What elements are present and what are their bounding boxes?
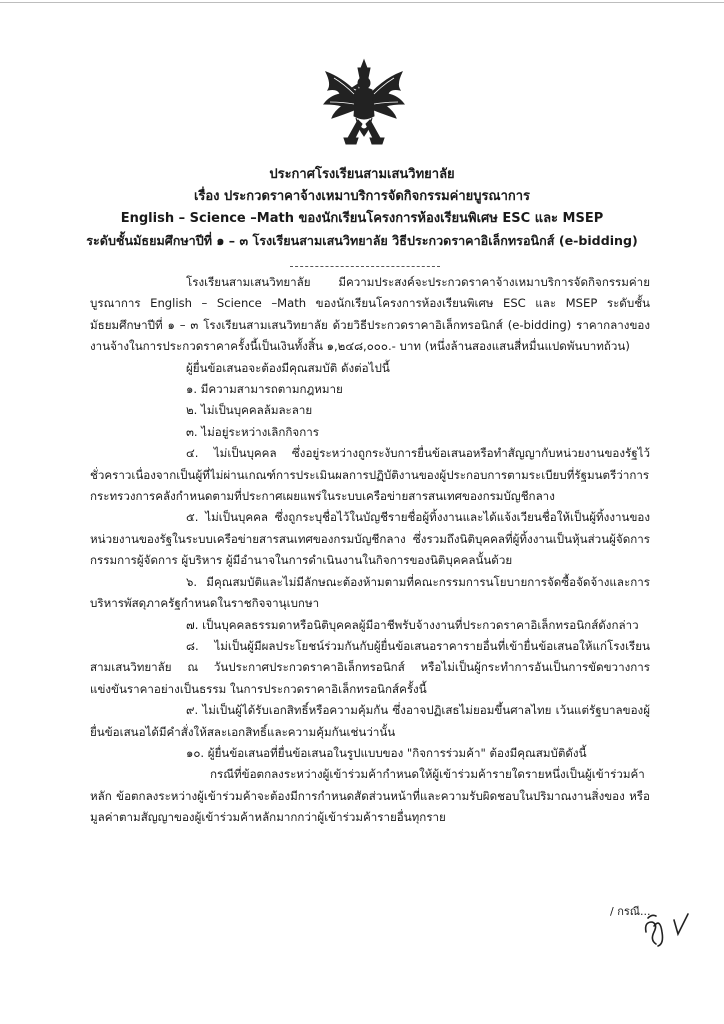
announcement-level: ระดับชั้นมัธยมศึกษาปีที่ ๑ – ๓ โรงเรียนสามเสนวิทยาลัย วิธีประกวดราคาอิเล็กทรอนิกส์ (e-bidding) [86,233,638,248]
qualification-heading: ผู้ยื่นข้อเสนอจะต้องมีคุณสมบัติ ดังต่อไปนี้ [186,360,390,375]
intro-paragraph: โรงเรียนสามเสนวิทยาลัย มีความประสงค์จะประกวดราคาจ้างเหมาบริการจัดกิจกรรมค่ายบูรณาการ English – Science –Math ของนักเรียนโครงการห้องเรียนพิเศษ ESC และ MSEP ระดับชั้นมัธยมศึกษาปีที่ ๑ – ๓ โรงเรียนสามเสนวิทยาลัย ด้วยวิธีประกวดราคาอิเล็กทรอนิกส์ (e-bidding) ราคากลางของงานจ้างในการประกวดราคาครั้งนี้เป็นเงินทั้งสิ้น ๑,๒๔๘,๐๐๐.- บาท (หนึ่งล้านสองแสนสี่หมื่นแปดพันบาทถ้วน) [90,275,650,354]
announcement-body [90,272,650,829]
header-divider [290,266,440,267]
continued-marker: / กรณี... [610,905,651,918]
qualification-item-6: ๖. มีคุณสมบัติและไม่มีลักษณะต้องห้ามตามที่คณะกรรมการนโยบายการจัดซื้อจัดจ้างและการบริหารพัสดุภาครัฐกำหนดในราชกิจจานุเบกษา [90,574,650,611]
qualification-item-4: ๔. ไม่เป็นบุคคล ซึ่งอยู่ระหว่างถูกระงับการยื่นข้อเสนอหรือทำสัญญากับหน่วยงานของรัฐไว้ชั่วคราวเนื่องจากเป็นผู้ที่ไม่ผ่านเกณฑ์การประเมินผลการปฏิบัติงานของผู้ประกอบการตามระเบียบที่รัฐมนตรีว่าการกระทรวงการคลังกำหนดตามที่ประกาศเผยแพร่ในระบบเครือข่ายสารสนเทศของกรมบัญชีกลาง [90,446,650,504]
qualification-item-3: ๓. ไม่อยู่ระหว่างเลิกกิจการ [186,424,319,439]
qualification-item-8: ๘. ไม่เป็นผู้มีผลประโยชน์ร่วมกันกับผู้ยื่นข้อเสนอราคารายอื่นที่เข้ายื่นข้อเสนอให้แก่โรงเรียนสามเสนวิทยาลัย ณ วันประกาศประกวดราคาอิเล็กทรอนิกส์ หรือไม่เป็นผู้กระทำการอันเป็นการขัดขวางการแข่งขันราคาอย่างเป็นธรรม ในการประกวดราคาอิเล็กทรอนิกส์ครั้งนี้ [90,638,650,696]
announcement-header [80,164,644,252]
scan-edge-line [0,2,724,3]
qualification-item-5: ๕. ไม่เป็นบุคคล ซึ่งถูกระบุชื่อไว้ในบัญชีรายชื่อผู้ทิ้งงานและได้แจ้งเวียนชื่อให้เป็นผู้ทิ้งงานของหน่วยงานของรัฐในระบบเครือข่ายสารสนเทศของกรมบัญชีกลาง ซึ่งรวมถึงนิติบุคคลที่ผู้ทิ้งงานเป็นหุ้นส่วนผู้จัดการ กรรมการผู้จัดการ ผู้บริหาร ผู้มีอำนาจในการดำเนินงานในกิจการของนิติบุคคลนั้นด้วย [90,510,650,568]
qualification-item-9: ๙. ไม่เป็นผู้ได้รับเอกสิทธิ์หรือความคุ้มกัน ซึ่งอาจปฏิเสธไม่ยอมขึ้นศาลไทย เว้นแต่รัฐบาลของผู้ยื่นข้อเสนอได้มีคำสั่งให้สละเอกสิทธิ์และความคุ้มกันเช่นว่านั้น [90,703,650,739]
announcement-title: ประกาศโรงเรียนสามเสนวิทยาลัย [269,167,455,182]
qualification-item-2: ๒. ไม่เป็นบุคคลล้มละลาย [186,403,313,418]
handwritten-initials-icon [640,904,692,948]
joint-venture-paragraph: กรณีที่ข้อตกลงระหว่างผู้เข้าร่วมค้ากำหนดให้ผู้เข้าร่วมค้ารายใดรายหนึ่งเป็นผู้เข้าร่วมค้าหลัก ข้อตกลงระหว่างผู้เข้าร่วมค้าจะต้องมีการกำหนดสัดส่วนหน้าที่และความรับผิดชอบในปริมาณงานสิ่งของ หรือมูลค่าตามสัญญาของผู้เข้าร่วมค้าหลักมากกว่าผู้เข้าร่วมค้ารายอื่นทุกราย [90,767,650,825]
announcement-program: English – Science –Math ของนักเรียนโครงการห้องเรียนพิเศษ ESC และ MSEP [120,211,604,226]
garuda-emblem-icon [318,58,410,154]
qualification-item-10: ๑๐. ผู้ยื่นข้อเสนอที่ยื่นข้อเสนอในรูปแบบของ "กิจการร่วมค้า" ต้องมีคุณสมบัติดังนี้ [186,745,587,760]
qualification-item-1: ๑. มีความสามารถตามกฎหมาย [186,382,343,397]
qualification-item-7: ๗. เป็นบุคคลธรรมดาหรือนิติบุคคลผู้มีอาชีพรับจ้างงานที่ประกวดราคาอิเล็กทรอนิกส์ดังกล่าว [186,617,639,632]
announcement-subject: เรื่อง ประกวดราคาจ้างเหมาบริการจัดกิจกรรมค่ายบูรณาการ [193,189,531,204]
